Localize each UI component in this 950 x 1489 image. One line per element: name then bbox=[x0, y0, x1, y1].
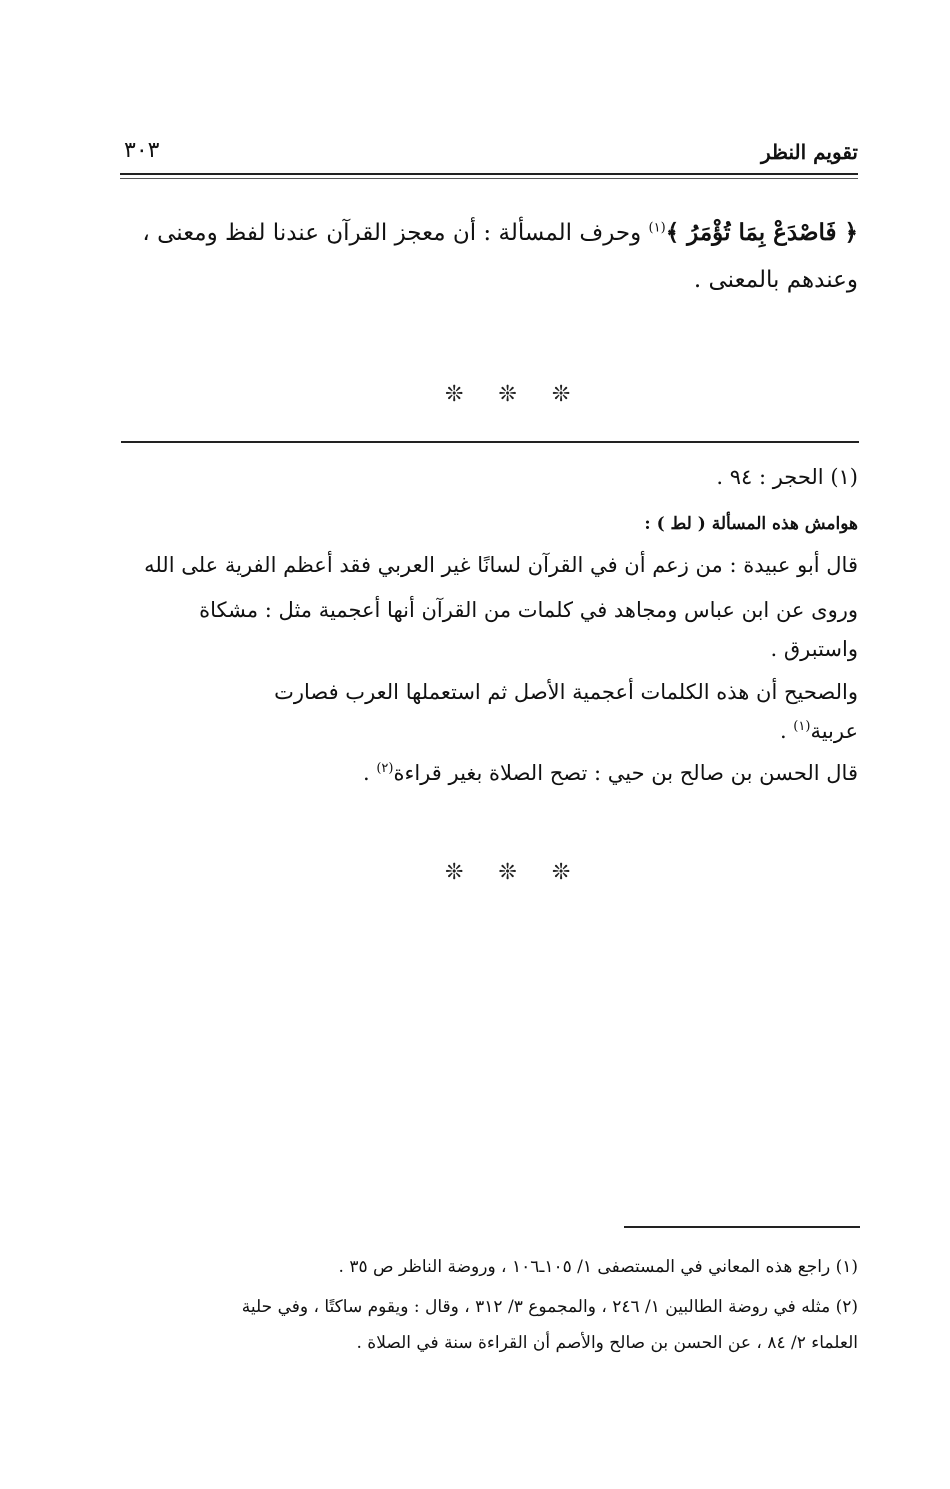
paragraph-3-line-2 bbox=[780, 717, 858, 745]
footnote-marker: (٢) bbox=[376, 761, 394, 776]
verse-reference: (١) الحجر : ٩٤ . bbox=[716, 465, 858, 489]
paragraph-4 bbox=[363, 759, 858, 787]
header-rule-thin bbox=[120, 178, 858, 179]
page-number: ٣٠٣ bbox=[124, 138, 160, 163]
paragraph-4-text: قال الحسن بن صالح بن حيي : تصح الصلاة بغير قراءة bbox=[393, 761, 858, 785]
main-text-line-2: وعندهم بالمعنى . bbox=[693, 267, 858, 293]
section-separator-2: ❊ ❊ ❊ bbox=[445, 860, 585, 885]
paragraph-3-end: . bbox=[779, 719, 794, 743]
footnote-2-line-1: (٢) مثله في روضة الطالبين ١/ ٢٤٦ ، والمجموع ٣/ ٣١٢ ، وقال : ويقوم ساكتًا ، وفي حلية bbox=[241, 1297, 858, 1317]
footnote-rule bbox=[624, 1226, 860, 1228]
paragraph-1: قال أبو عبيدة : من زعم أن في القرآن لسانًا غير العربي فقد أعظم الفرية على الله bbox=[144, 553, 858, 577]
footnote-1: (١) راجع هذه المعاني في المستصفى ١/ ١٠٥ـ١٠٦ ، وروضة الناظر ص ٣٥ . bbox=[338, 1257, 858, 1277]
section-rule bbox=[121, 441, 859, 443]
paragraph-3-word: عربية bbox=[810, 719, 858, 743]
paragraph-3-line-1: والصحيح أن هذه الكلمات أعجمية الأصل ثم استعملها العرب فصارت bbox=[274, 680, 858, 704]
section-heading: هوامش هذه المسألة ( لط ) : bbox=[644, 514, 858, 534]
section-separator: ❊ ❊ ❊ bbox=[445, 382, 585, 407]
footnote-2-line-2: العلماء ٢/ ٨٤ ، عن الحسن بن صالح والأصم أن القراءة سنة في الصلاة . bbox=[356, 1333, 858, 1353]
footnote-marker: (١) bbox=[793, 719, 811, 734]
footnote-marker: (١) bbox=[648, 220, 666, 236]
paragraph-2-line-1: وروى عن ابن عباس ومجاهد في كلمات من القرآن أنها أعجمية مثل : مشكاة bbox=[199, 598, 858, 622]
header-rule bbox=[120, 173, 858, 175]
main-text-line-1 bbox=[142, 218, 858, 248]
paragraph-4-end: . bbox=[362, 761, 377, 785]
main-text-continuation: وحرف المسألة : أن معجز القرآن عندنا لفظ ومعنى ، bbox=[142, 220, 649, 246]
quran-verse: ﴿ فَاصْدَعْ بِمَا تُؤْمَرُ ﴾ bbox=[665, 219, 858, 246]
paragraph-2-line-2: واستبرق . bbox=[770, 637, 858, 661]
running-title: تقويم النظر bbox=[761, 140, 858, 164]
